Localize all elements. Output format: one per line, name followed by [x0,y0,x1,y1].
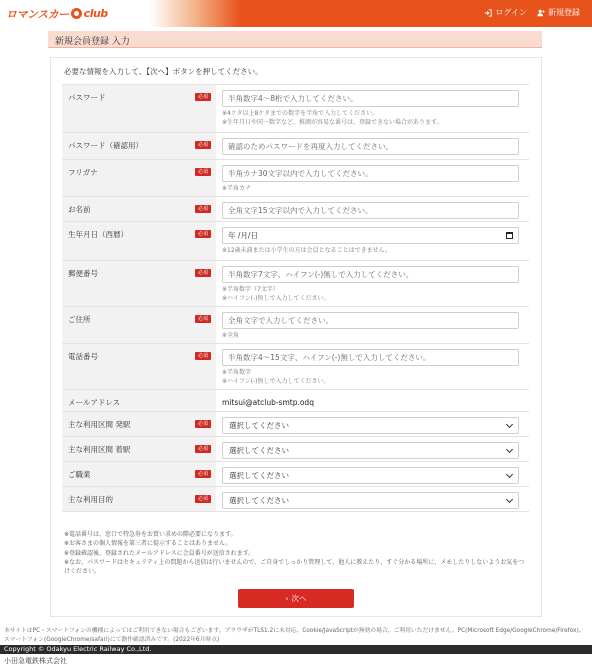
header-links [484,7,580,18]
required-badge: 必須 [195,141,211,149]
logo-text-club: club [83,7,108,20]
row-phone [62,344,529,390]
next-button-label: 次へ [291,594,307,603]
required-badge: 必須 [195,205,211,213]
departure-select[interactable] [222,417,519,434]
arrival-select[interactable] [222,442,519,459]
notes [64,530,528,576]
note-2: ※お客さまの個人情報を第三者に提示することはありません。 [64,540,232,548]
required-badge: 必須 [195,168,211,176]
row-password [62,85,529,133]
row-postal [62,261,529,307]
row-email [62,390,529,412]
chevron-down-icon [506,420,513,427]
occupation-label: ご職業 [68,470,91,479]
birthdate-input[interactable] [222,227,519,244]
site-header [0,0,592,27]
required-badge: 必須 [195,420,211,428]
row-address [62,307,529,344]
password-input[interactable] [222,90,519,107]
chevron-down-icon [506,470,513,477]
chevron-right-icon: › [285,594,289,603]
furigana-input[interactable] [222,165,519,182]
phone-input[interactable] [222,349,519,366]
birthdate-label: 生年月日（西暦） [68,230,128,239]
register-label: 新規登録 [548,8,580,17]
email-value: mitsui@atclub-smtp.odq [222,398,314,407]
phone-hint-2: ※ハイフン(-)無しで入力してください。 [222,377,330,385]
furigana-hint: ※半角カナ [222,185,252,192]
page-title: 新規会員登録 入力 [48,31,542,48]
password-confirm-label: パスワード（確認用） [68,141,143,150]
address-hint: ※全角 [222,332,240,339]
note-4: ※なお、パスワードはセキュリティ上の問題から送信は行いませんので、ご自身でしっかり管理して、他人に教えたり、すぐ分かる場所に、メモしたりしないようお気をつけください。 [64,558,525,576]
postal-hint-1: ※半角数字（7文字） [222,286,279,293]
login-link[interactable] [484,7,527,18]
required-badge: 必須 [195,269,211,277]
birthdate-hint: ※12歳未満または小学生の方は会員となることはできません。 [222,247,392,254]
required-badge: 必須 [195,315,211,323]
logo-mark-icon [71,8,82,19]
password-hint-2: ※生年月日や同一数字など、推測が容易な番号は、登録できない場合があります。 [222,118,443,126]
postal-label: 郵便番号 [68,269,98,278]
chevron-down-icon [506,495,513,502]
login-icon [484,9,492,17]
chevron-down-icon [506,445,513,452]
row-purpose [62,487,529,512]
phone-hint-1: ※半角数字 [222,369,252,376]
address-label: ご住所 [68,315,91,324]
row-occupation [62,462,529,487]
register-link[interactable] [537,7,580,18]
postal-input[interactable] [222,266,519,283]
occupation-select[interactable] [222,467,519,484]
row-furigana [62,160,529,197]
arrival-value: 選択してください [229,446,289,455]
add-user-icon [537,9,545,17]
required-badge: 必須 [195,495,211,503]
occupation-value: 選択してください [229,471,289,480]
romancecar-club-logo[interactable] [6,6,108,21]
intro-text: 必要な情報を入力して、【次へ】ボタンを押してください。 [64,67,263,76]
postal-hint-2: ※ハイフン(-)無しで入力してください。 [222,294,330,302]
name-label: お名前 [68,205,91,214]
phone-label: 電話番号 [68,352,98,361]
password-label: パスワード [68,93,106,102]
purpose-label: 主な利用目的 [68,495,113,504]
password-hint-1: ※4ケタ以上8ケタまでの数字を半角で入力してください。 [222,110,379,117]
purpose-select[interactable] [222,492,519,509]
registration-form [62,84,529,512]
address-input[interactable] [222,312,519,329]
arrival-label: 主な利用区間 着駅 [68,445,131,454]
copyright: Copyright © Odakyu Electric Railway Co.,Ltd. [0,645,592,654]
password-confirm-input[interactable] [222,138,519,155]
note-1: ※電話番号は、窓口で特急券をお買い求めの際必要になります。 [64,531,237,538]
required-badge: 必須 [195,445,211,453]
compatibility-footnote: 本サイトはPC・スマートフォンの機種によってはご利用できない場合もございます。ブラウザがTLS1.2に未対応、Cookie/JavaScriptが無効の場合、ご利用いただけません。PC(Microsoft Edge/GoogleChrome/Firefox)、スマートフォン(GoogleChrome/safari)にて動作確認済みです。(2022年6月時点) [4,628,585,643]
name-input[interactable] [222,202,519,219]
next-button[interactable] [238,589,354,608]
row-birthdate [62,222,529,261]
row-departure [62,412,529,437]
required-badge: 必須 [195,93,211,101]
birthdate-value: 年 /月/日 [228,231,258,240]
departure-value: 選択してください [229,421,289,430]
calendar-icon[interactable] [506,232,513,239]
login-label: ログイン [495,8,527,17]
purpose-value: 選択してください [229,496,289,505]
required-badge: 必須 [195,230,211,238]
row-name [62,197,529,222]
required-badge: 必須 [195,352,211,360]
company-name: 小田急電鉄株式会社 [4,657,67,665]
logo-text-main: ロマンスカー [6,7,69,21]
furigana-label: フリガナ [68,168,98,177]
row-arrival [62,437,529,462]
required-badge: 必須 [195,470,211,478]
departure-label: 主な利用区間 発駅 [68,420,131,429]
note-3: ※登録確認後、登録されたメールアドレスに会員番号が送信されます。 [64,549,255,557]
row-password-confirm [62,133,529,160]
email-label: メールアドレス [68,398,121,407]
